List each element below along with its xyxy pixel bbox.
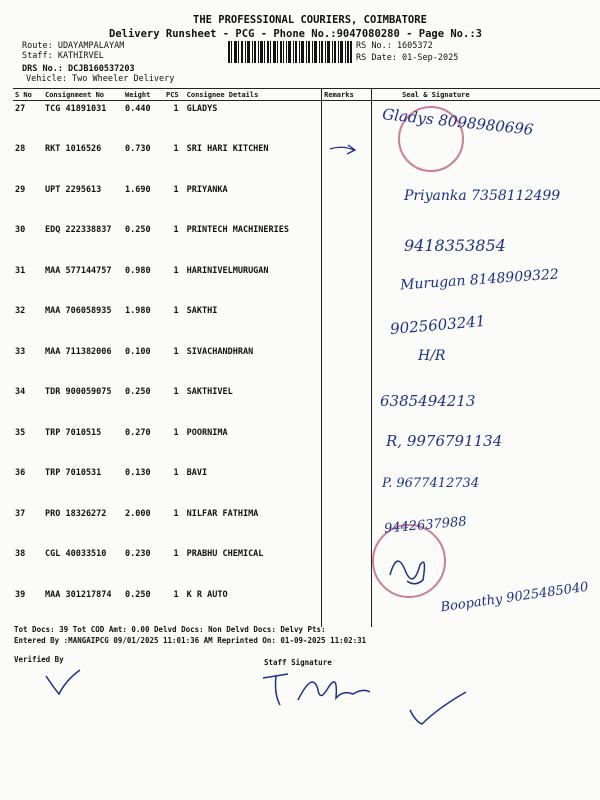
runsheet-subtitle: Delivery Runsheet - PCG - Phone No.:9047080280 - Page No.:3 xyxy=(109,28,482,40)
handwritten-sakthivel: 6385494213 xyxy=(380,392,476,410)
company-title: THE PROFESSIONAL COURIERS, COIMBATORE xyxy=(193,14,427,26)
row-consignee: PRIYANKA xyxy=(186,184,228,195)
row-consignment: CGL 40033510 xyxy=(45,549,107,559)
table-body xyxy=(13,101,600,628)
row-pcs: 1 xyxy=(173,508,179,519)
handwritten-murugan: Murugan 8148909322 xyxy=(399,266,560,294)
row-consignee: NILFAR FATHIMA xyxy=(186,508,259,519)
row-consignee: POORNIMA xyxy=(186,427,228,438)
row-consignee: SIVACHANDHRAN xyxy=(186,346,254,357)
row-consignment: MAA 711382006 xyxy=(45,346,112,357)
row-consignee: K R AUTO xyxy=(186,589,228,600)
col-sno: S No xyxy=(13,89,43,101)
tick-mark xyxy=(408,688,468,728)
row-pcs: 1 xyxy=(173,387,179,397)
table-row xyxy=(13,465,600,506)
row-remarks xyxy=(322,425,372,466)
row-sno: 34 xyxy=(15,387,26,397)
row-pcs: 1 xyxy=(173,549,179,559)
row-consignee: SAKTHIVEL xyxy=(186,387,233,397)
row-pcs: 1 xyxy=(173,265,179,276)
row-remarks xyxy=(322,222,372,263)
table-row xyxy=(13,546,600,587)
col-remarks: Remarks xyxy=(322,89,372,101)
row-remarks xyxy=(322,303,372,344)
handwritten-hr: H/R xyxy=(418,348,446,364)
barcode xyxy=(228,41,352,63)
row-remarks xyxy=(322,344,372,385)
row-consignment: TDR 900059075 xyxy=(45,387,112,397)
staff-signature xyxy=(258,660,388,720)
row-consignee: PRINTECH MACHINERIES xyxy=(186,225,290,235)
row-pcs: 1 xyxy=(173,346,179,357)
row-consignee: SRI HARI KITCHEN xyxy=(186,144,269,154)
row-consignment: UPT 2295613 xyxy=(45,184,102,195)
table-row xyxy=(13,384,600,425)
row-pcs: 1 xyxy=(173,225,179,235)
row-pcs: 1 xyxy=(173,306,179,316)
row-consignment: MAA 301217874 xyxy=(45,589,112,600)
row-weight: 0.980 xyxy=(125,265,151,276)
handwritten-sakthi: 9025603241 xyxy=(389,311,487,339)
row-pcs: 1 xyxy=(173,144,179,154)
staff-label: Staff: KATHIRVEL xyxy=(22,51,104,61)
handwritten-gladys: Gladys 8098980696 xyxy=(381,105,535,139)
row-weight: 0.730 xyxy=(125,144,151,154)
row-seal xyxy=(372,344,600,385)
row-weight: 0.230 xyxy=(125,549,151,559)
vehicle-label: Vehicle: Two Wheeler Delivery xyxy=(26,74,175,84)
row-consignment: MAA 706058935 xyxy=(45,306,112,316)
row-pcs: 1 xyxy=(173,589,179,600)
table-row xyxy=(13,344,600,385)
handwritten-priyanka: Priyanka 7358112499 xyxy=(404,188,561,204)
verified-by-label: Verified By xyxy=(14,655,64,664)
row-consignment: PRO 18326272 xyxy=(45,508,107,519)
handwritten-poornima: R, 9976791134 xyxy=(386,432,503,450)
row-sno: 39 xyxy=(15,589,26,600)
row-sno: 38 xyxy=(15,549,26,559)
col-pcs: PCS xyxy=(166,90,179,99)
row-consignment: TRP 7010531 xyxy=(45,468,102,478)
row-consignee: SAKTHI xyxy=(186,306,218,316)
row-sno: 27 xyxy=(15,104,26,114)
row-consignment: RKT 1016526 xyxy=(45,144,102,154)
row-remarks xyxy=(322,384,372,425)
row-consignee: BAVI xyxy=(186,468,208,478)
table-row xyxy=(13,222,600,263)
row-pcs: 1 xyxy=(173,184,179,195)
row-weight: 2.000 xyxy=(125,508,151,519)
row-remarks xyxy=(322,465,372,506)
row-remarks xyxy=(322,546,372,587)
row-weight: 0.250 xyxy=(125,225,151,235)
route-label: Route: UDAYAMPALAYAM xyxy=(22,41,125,51)
row-weight: 0.250 xyxy=(125,589,151,600)
rs-number: RS No.: 1605372 xyxy=(356,41,433,51)
col-seal: Seal & Signature xyxy=(372,89,600,101)
row-weight: 1.980 xyxy=(125,306,151,316)
rs-date: RS Date: 01-Sep-2025 xyxy=(356,53,459,63)
signature-prabhu xyxy=(385,545,435,590)
verified-checkmark xyxy=(44,668,84,698)
row-weight: 0.130 xyxy=(125,468,151,478)
totals-line: Tot Docs: 39 Tot COD Amt: 0.00 Delvd Docs: Non Delvd Docs: Delvy Pts: xyxy=(14,625,326,634)
row-weight: 1.690 xyxy=(125,184,151,195)
row-remarks xyxy=(322,101,372,142)
table-row xyxy=(13,303,600,344)
table-row xyxy=(13,141,600,182)
row-remarks xyxy=(322,506,372,547)
table-row xyxy=(13,425,600,466)
row-consignee: HARINIVELMURUGAN xyxy=(186,265,269,276)
table-header-row xyxy=(13,89,600,101)
row-remarks xyxy=(322,182,372,223)
row-sno: 31 xyxy=(15,265,26,276)
row-sno: 37 xyxy=(15,508,26,519)
table-row xyxy=(13,506,600,547)
col-consignment: Consignment No xyxy=(43,89,123,101)
row-sno: 33 xyxy=(15,346,26,357)
row-sno: 32 xyxy=(15,306,26,316)
row-remarks xyxy=(322,587,372,628)
row-sno: 30 xyxy=(15,225,26,235)
row-sno: 35 xyxy=(15,427,26,438)
row-sno: 36 xyxy=(15,468,26,478)
row-pcs: 1 xyxy=(173,104,179,114)
arrow-mark xyxy=(328,142,358,156)
handwritten-bavi: P. 9677412734 xyxy=(382,476,480,491)
row-weight: 0.250 xyxy=(125,387,151,397)
row-weight: 0.440 xyxy=(125,104,151,114)
row-pcs: 1 xyxy=(173,427,179,438)
handwritten-nilfar: 9442637988 xyxy=(383,514,468,537)
staff-signature-label: Staff Signature xyxy=(264,658,332,667)
row-consignment: TCG 41891031 xyxy=(45,104,107,114)
row-consignment: TRP 7010515 xyxy=(45,427,102,438)
row-weight: 0.270 xyxy=(125,427,151,438)
runsheet-table xyxy=(13,88,600,627)
drs-number: DRS No.: DCJB160537203 xyxy=(22,64,135,74)
row-consignment: EDQ 222338837 xyxy=(45,225,112,235)
row-consignment: MAA 577144757 xyxy=(45,265,112,276)
row-sno: 29 xyxy=(15,184,26,195)
row-consignee: PRABHU CHEMICAL xyxy=(186,549,264,559)
col-weight: Weight xyxy=(123,89,164,101)
handwritten-kr-auto: Boopathy 9025485040 xyxy=(439,579,590,616)
row-sno: 28 xyxy=(15,144,26,154)
handwritten-printech: 9418353854 xyxy=(404,236,506,255)
row-pcs: 1 xyxy=(173,468,179,478)
col-consignee: Consignee Details xyxy=(181,89,322,101)
row-weight: 0.100 xyxy=(125,346,151,357)
entered-by-line: Entered By :MANGAIPCG 09/01/2025 11:01:36 AM Reprinted On: 01-09-2025 11:02:31 xyxy=(14,636,367,645)
row-remarks xyxy=(322,263,372,304)
row-consignee: GLADYS xyxy=(186,104,218,114)
